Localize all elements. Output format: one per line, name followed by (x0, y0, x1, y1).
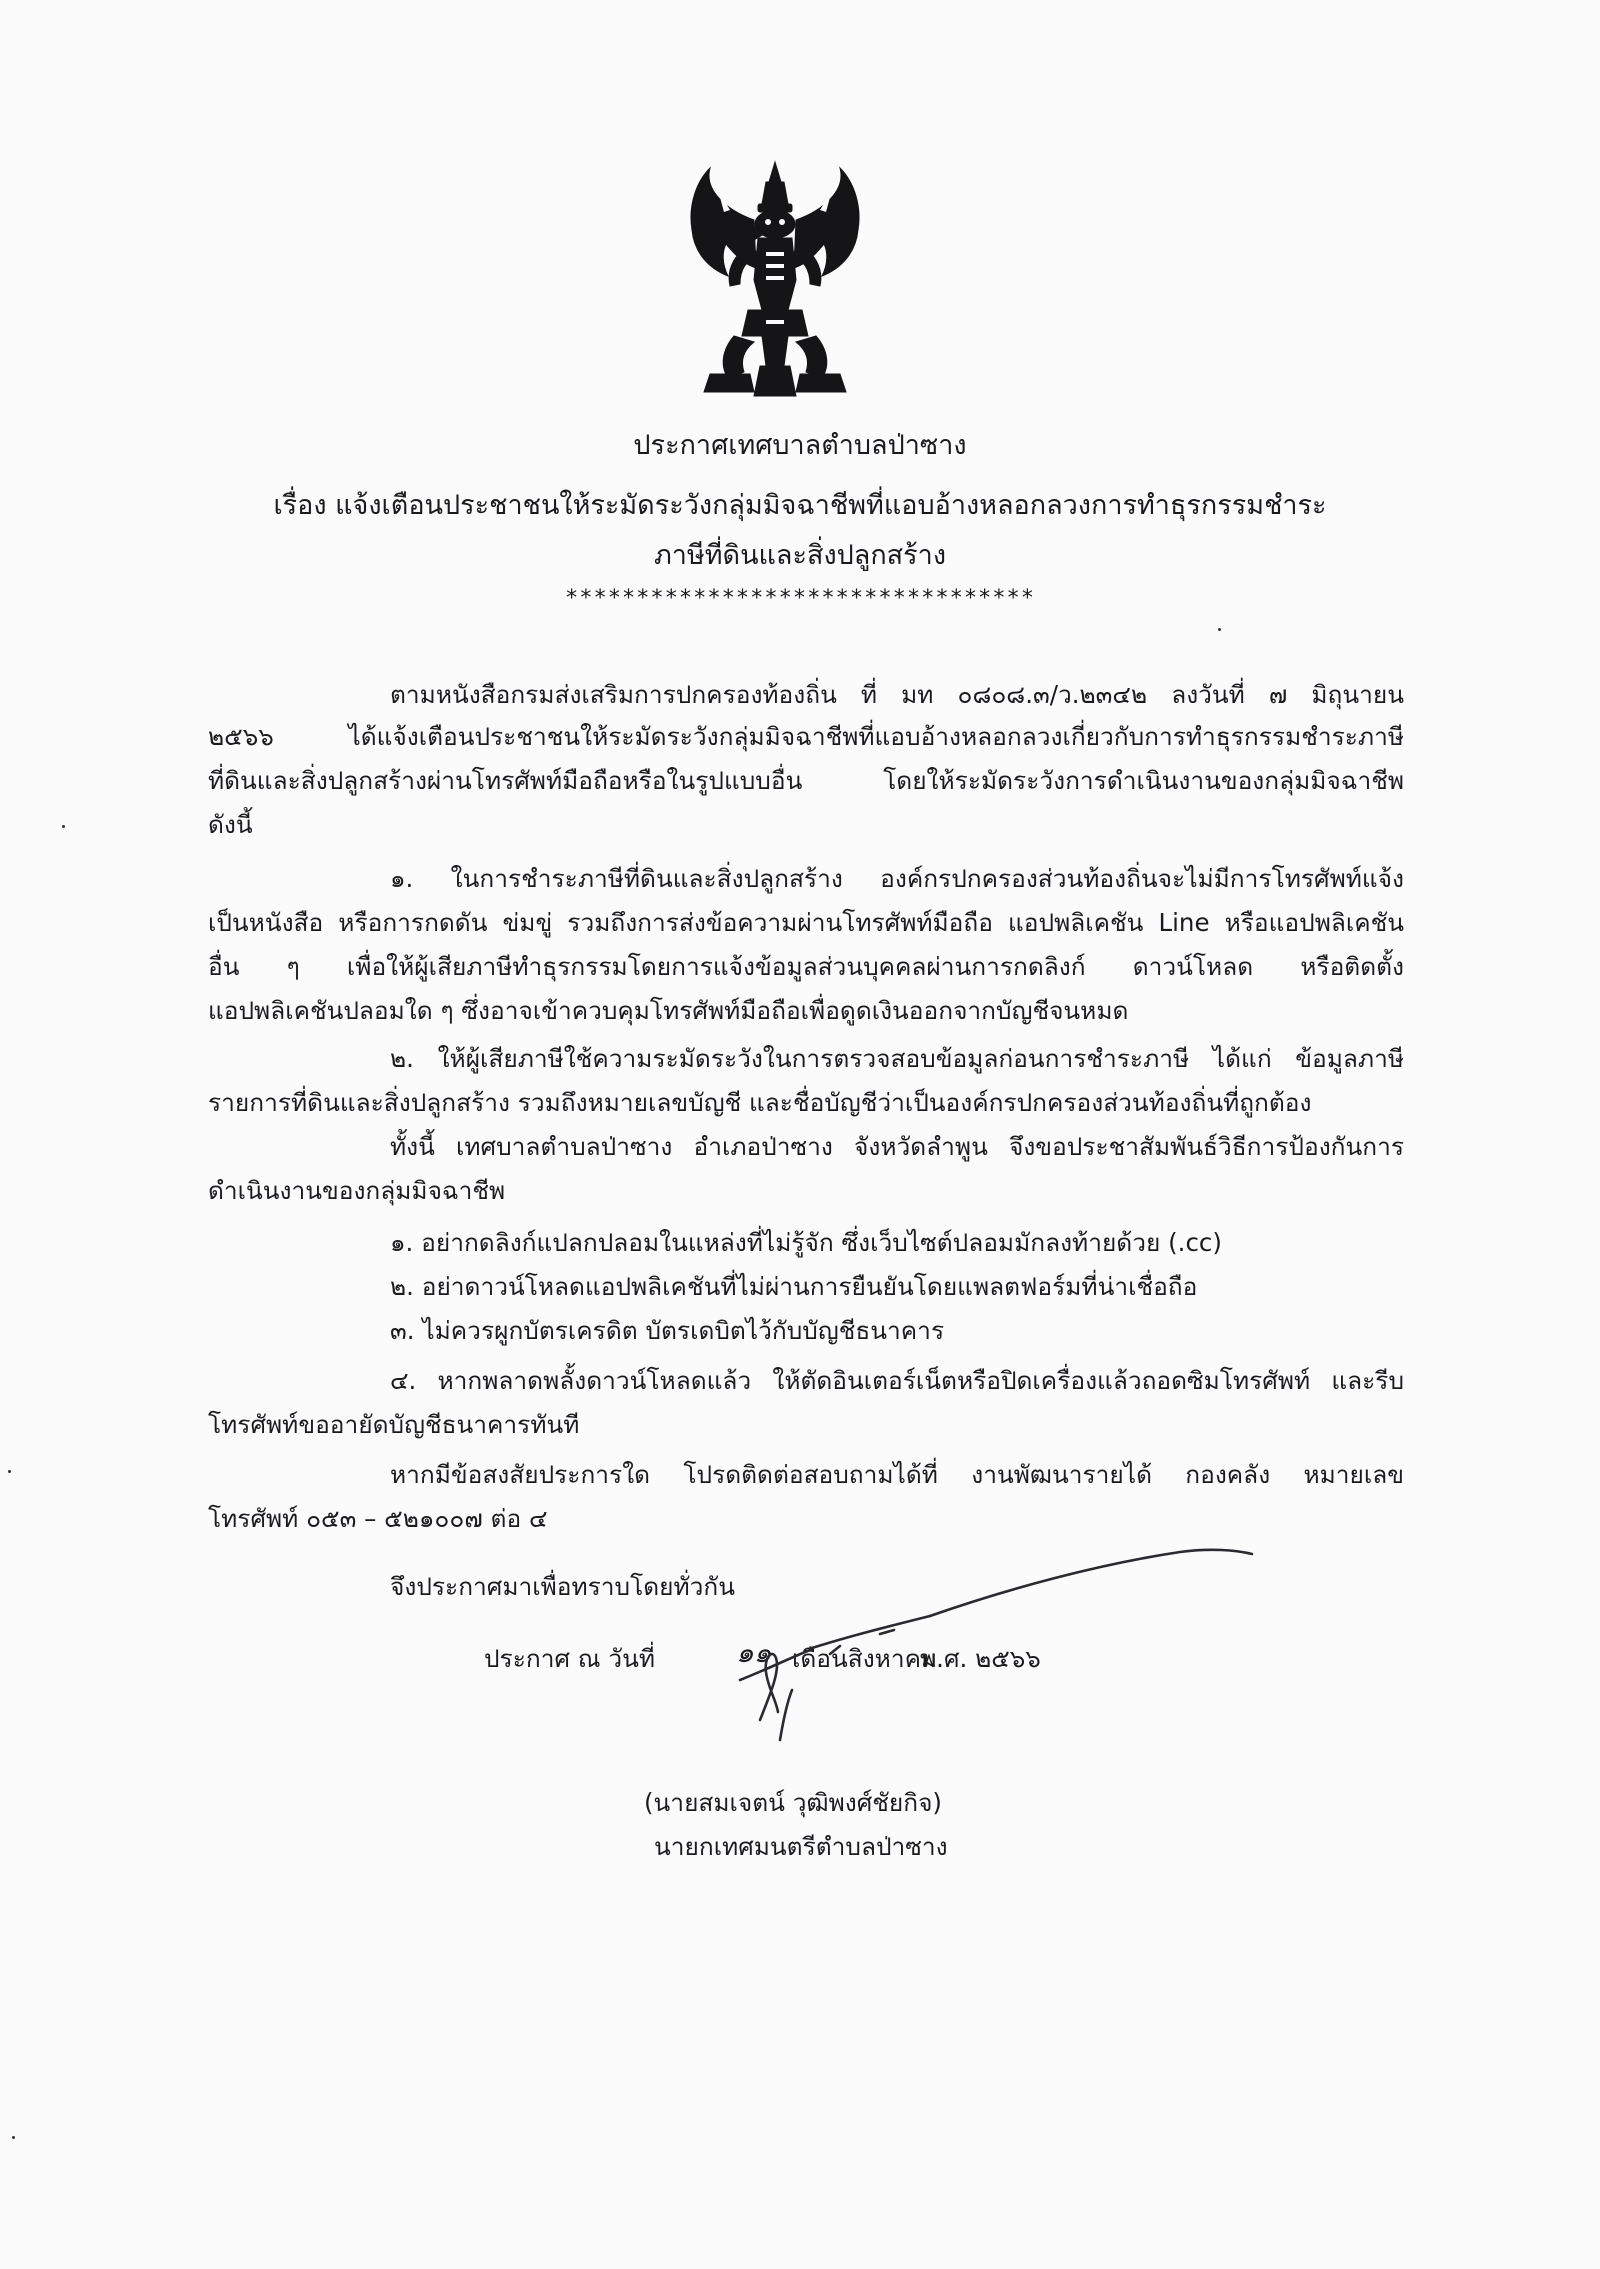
announcement-line-1: ทั้งนี้ เทศบาลตำบลป่าซาง อำเภอป่าซาง จังหวัดลำพูน จึงขอประชาสัมพันธ์วิธีการป้องกันการ (390, 1132, 1404, 1161)
scan-speck (12, 2136, 15, 2139)
point-1-line-3: อื่น ๆ เพื่อให้ผู้เสียภาษีทำธุรกรรมโดยการแจ้งข้อมูลส่วนบุคคลผ่านการกดลิงก์ ดาวน์โหลด หรือติดตั้ง (208, 952, 1404, 981)
tip-4-continued: โทรศัพท์ขออายัดบัญชีธนาคารทันที (208, 1410, 580, 1439)
point-2-line-2: รายการที่ดินและสิ่งปลูกสร้าง รวมถึงหมายเลขบัญชี และชื่อบัญชีว่าเป็นองค์กรปกครองส่วนท้องถิ่นที่ถูกต้อง (208, 1088, 1312, 1117)
date-month: เดือนสิงหาคม (792, 1644, 938, 1673)
date-day-handwritten: ๑๑ (736, 1636, 772, 1669)
subject-line-1: เรื่อง แจ้งเตือนประชาชนให้ระมัดระวังกลุ่มมิจฉาชีพที่แอบอ้างหลอกลวงการทำธุรกรรมชำระ (273, 490, 1327, 521)
scan-speck (62, 825, 65, 828)
subject-line-2: ภาษีที่ดินและสิ่งปลูกสร้าง (653, 540, 947, 571)
tip-2: ๒. อย่าดาวน์โหลดแอปพลิเคชันที่ไม่ผ่านการยืนยันโดยแพลตฟอร์มที่น่าเชื่อถือ (390, 1272, 1198, 1301)
point-1-line-4: แอปพลิเคชันปลอมใด ๆ ซึ่งอาจเข้าควบคุมโทรศัพท์มือถือเพื่อดูดเงินออกจากบัญชีจนหมด (208, 996, 1129, 1025)
scan-speck (1218, 628, 1221, 631)
intro-line-4: ดังนี้ (208, 810, 253, 839)
separator-stars: ********************************* (564, 586, 1036, 611)
scan-speck (8, 1470, 11, 1473)
date-prefix: ประกาศ ณ วันที่ (484, 1644, 655, 1673)
point-1-line-2: เป็นหนังสือ หรือการกดดัน ข่มขู่ รวมถึงการส่งข้อความผ่านโทรศัพท์มือถือ แอปพลิเคชัน Line หรือแอปพลิเคชัน (208, 908, 1404, 937)
point-2-line-1: ๒. ให้ผู้เสียภาษีใช้ความระมัดระวังในการตรวจสอบข้อมูลก่อนการชำระภาษี ได้แก่ ข้อมูลภาษี (390, 1044, 1404, 1073)
garuda-emblem-icon (670, 160, 880, 400)
tip-1: ๑. อย่ากดลิงก์แปลกปลอมในแหล่งที่ไม่รู้จัก ซึ่งเว็บไซต์ปลอมมักลงท้ายด้วย (.cc) (390, 1228, 1222, 1257)
intro-line-2: ๒๕๖๖ ได้แจ้งเตือนประชาชนให้ระมัดระวังกลุ่มมิจฉาชีพที่แอบอ้างหลอกลวงเกี่ยวกับการทำธุรกรรมชำระภาษี (208, 722, 1404, 751)
closing-line: จึงประกาศมาเพื่อทราบโดยทั่วกัน (390, 1572, 736, 1601)
point-1-line-1: ๑. ในการชำระภาษีที่ดินและสิ่งปลูกสร้าง องค์กรปกครองส่วนท้องถิ่นจะไม่มีการโทรศัพท์แจ้ง (390, 864, 1404, 893)
signatory-name: (นายสมเจตน์ วุฒิพงศ์ชัยกิจ) (644, 1788, 942, 1817)
document-title: ประกาศเทศบาลตำบลป่าซาง (633, 430, 967, 461)
contact-line-2: โทรศัพท์ ๐๕๓ – ๕๒๑๐๐๗ ต่อ ๔ (208, 1504, 548, 1533)
announcement-line-2: ดำเนินงานของกลุ่มมิจฉาชีพ (208, 1176, 506, 1205)
signature-icon (680, 1540, 1280, 1770)
signatory-position: นายกเทศมนตรีตำบลป่าซาง (654, 1832, 948, 1861)
tip-4: ๔. หากพลาดพลั้งดาวน์โหลดแล้ว ให้ตัดอินเตอร์เน็ตหรือปิดเครื่องแล้วถอดซิมโทรศัพท์ และรีบ (390, 1366, 1404, 1395)
tip-3: ๓. ไม่ควรผูกบัตรเครดิต บัตรเดบิตไว้กับบัญชีธนาคาร (390, 1316, 945, 1345)
intro-line-1: ตามหนังสือกรมส่งเสริมการปกครองท้องถิ่น ที่ มท ๐๘๐๘.๓/ว.๒๓๔๒ ลงวันที่ ๗ มิถุนายน (390, 680, 1404, 709)
date-year: พ.ศ. ๒๕๖๖ (920, 1644, 1041, 1673)
intro-line-3: ที่ดินและสิ่งปลูกสร้างผ่านโทรศัพท์มือถือหรือในรูปแบบอื่น โดยให้ระมัดระวังการดำเนินงานของกลุ่มมิจฉาชีพ (208, 766, 1404, 795)
contact-line-1: หากมีข้อสงสัยประการใด โปรดติดต่อสอบถามได้ที่ งานพัฒนารายได้ กองคลัง หมายเลข (390, 1460, 1404, 1489)
